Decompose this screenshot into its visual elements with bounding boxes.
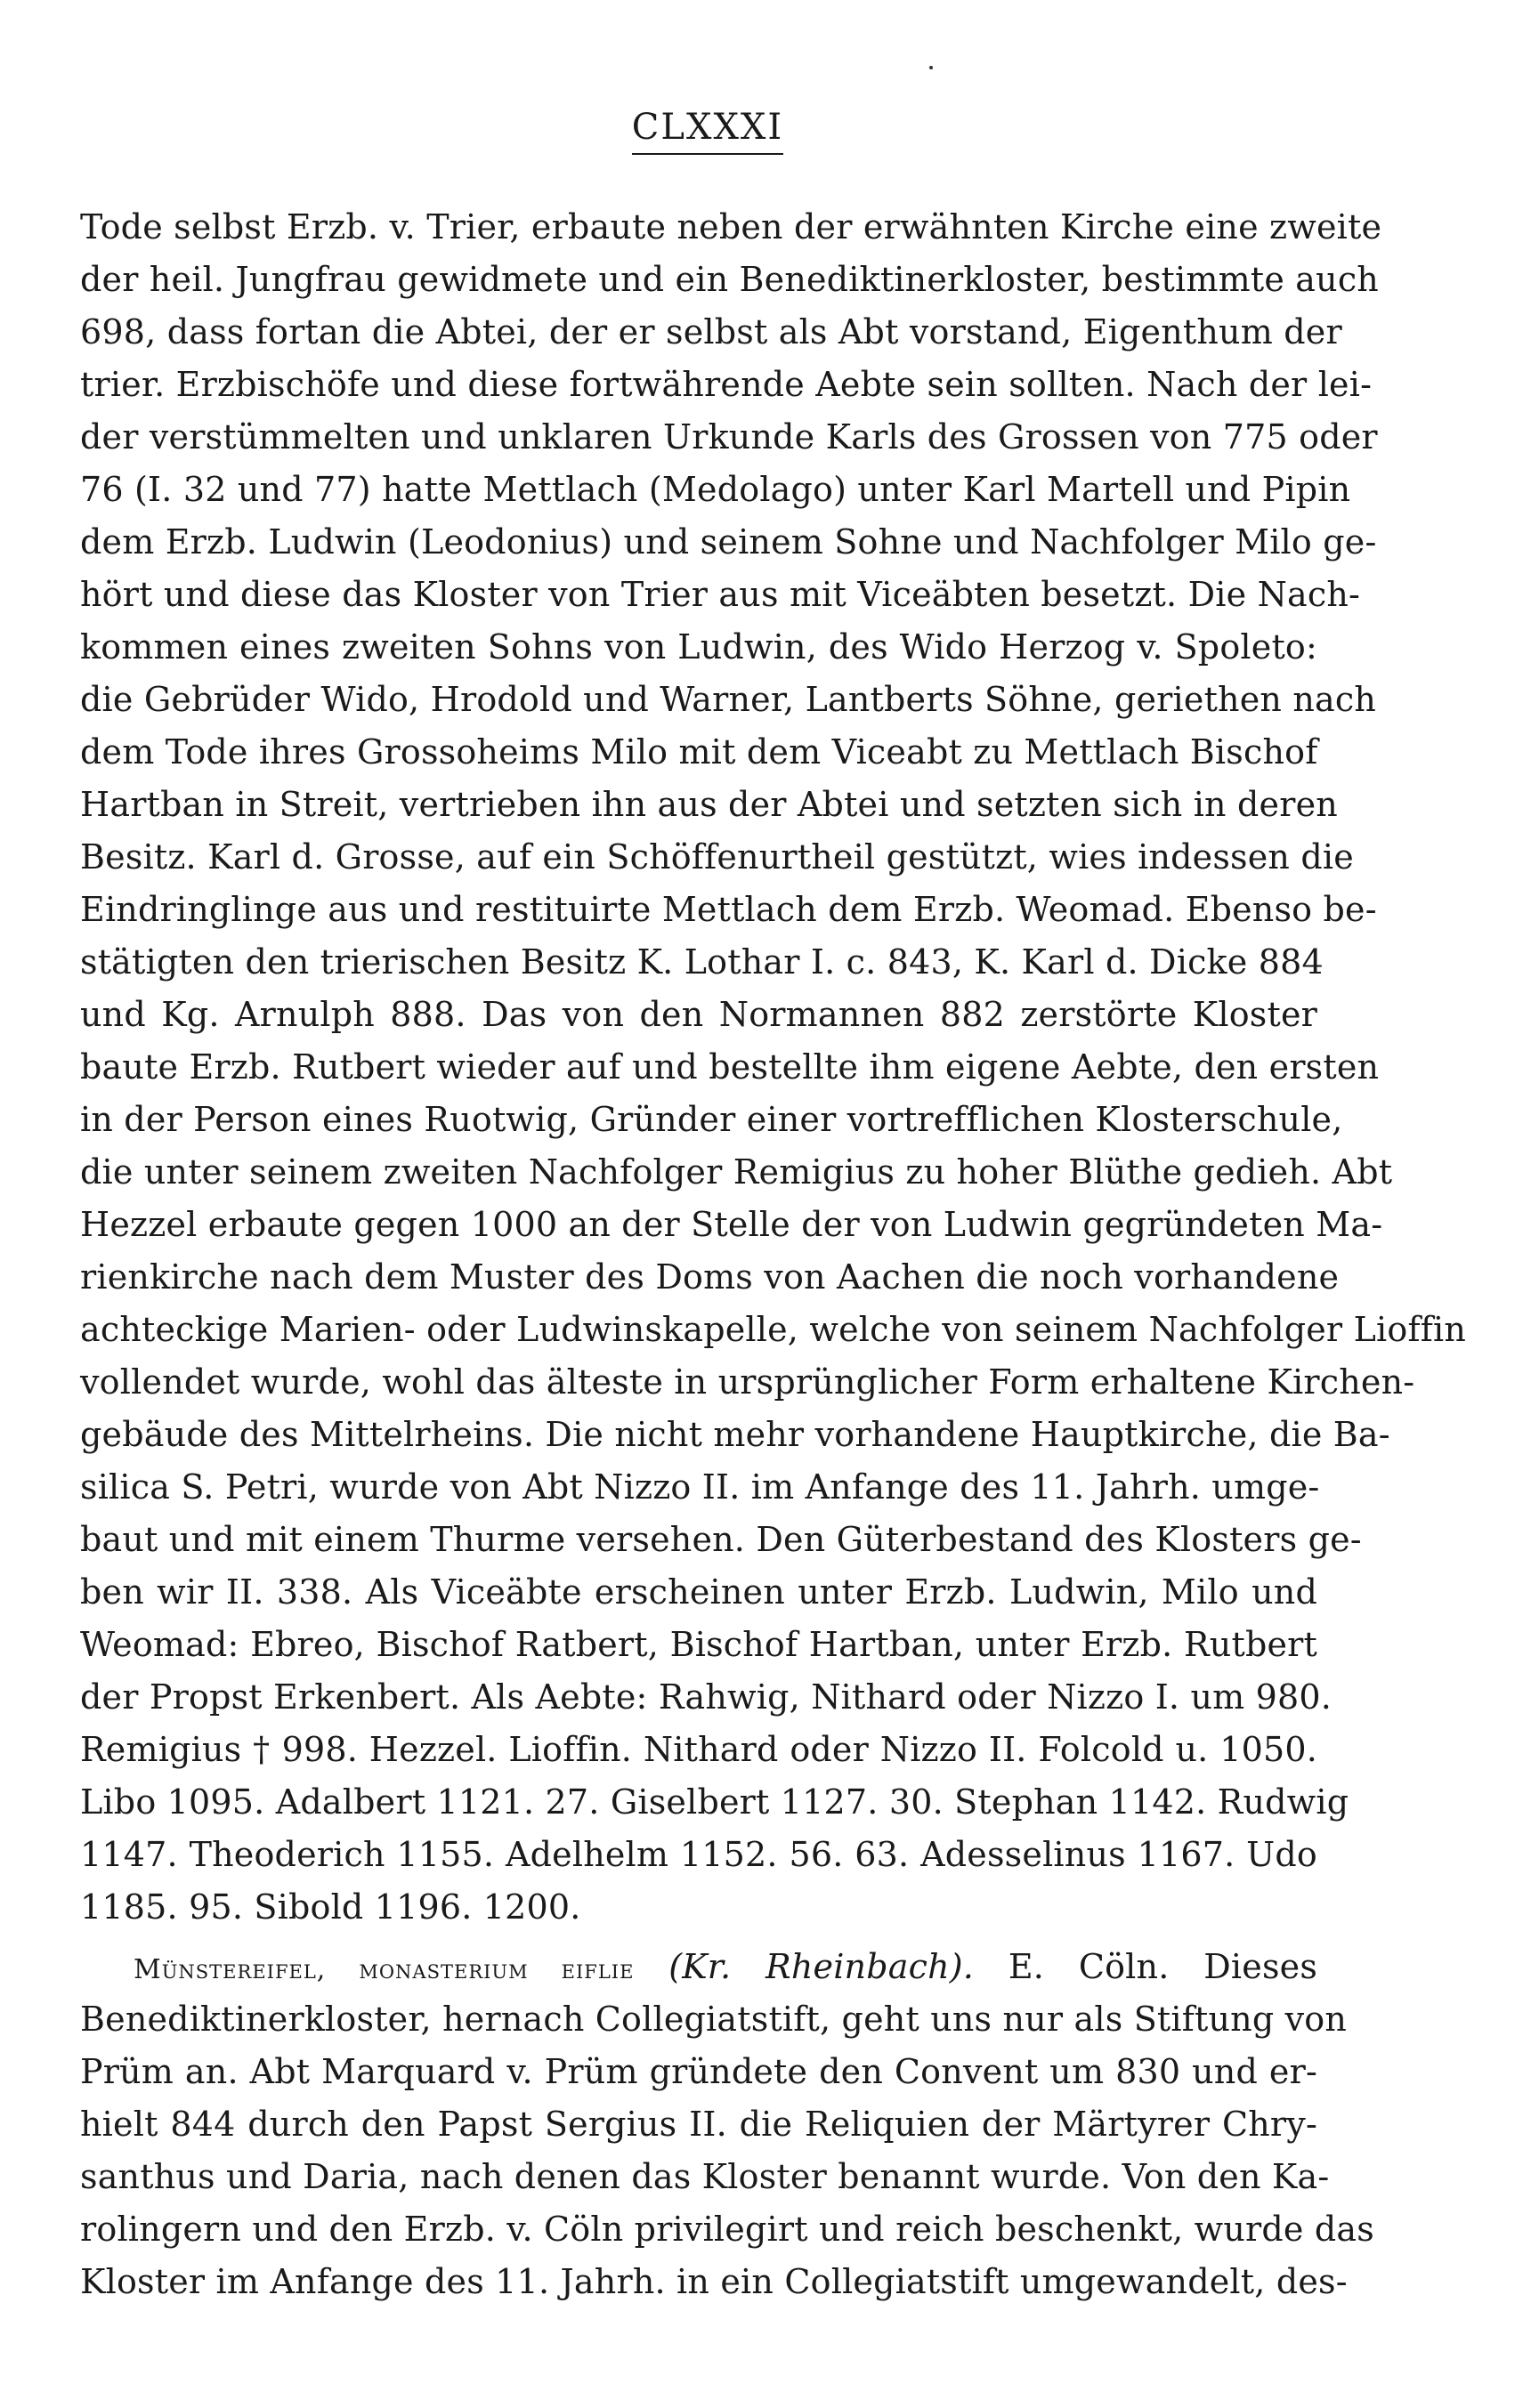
text-line: der Propst Erkenbert. Als Aebte: Rahwig, Nithard oder Nizzo I. um 980. <box>80 1677 1333 1717</box>
text-line: hört und diese das Kloster von Trier aus mit Viceäbten besetzt. Die Nach- <box>80 575 1361 614</box>
text-line: Libo 1095. Adalbert 1121. 27. Giselbert 1127. 30. Stephan 1142. Rudwig <box>80 1782 1349 1822</box>
text-line: Besitz. Karl d. Grosse, auf ein Schöffenurtheil gestützt, wies indessen die <box>80 837 1354 877</box>
text-line: und Kg. Arnulph 888. Das von den Normannen 882 zerstörte Kloster <box>80 995 1317 1034</box>
text-line: baut und mit einem Thurme versehen. Den Güterbestand des Klosters ge- <box>80 1520 1362 1559</box>
text-line: 1147. Theoderich 1155. Adelhelm 1152. 56. 63. Adesselinus 1167. Udo <box>80 1835 1317 1874</box>
text-line: santhus und Daria, nach denen das Kloster benannt wurde. Von den Ka- <box>80 2157 1330 2196</box>
text-line: gebäude des Mittelrheins. Die nicht mehr vorhandene Hauptkirche, die Ba- <box>80 1415 1390 1454</box>
text-line: dem Tode ihres Grossoheims Milo mit dem Viceabt zu Mettlach Bischof <box>80 732 1318 772</box>
text-line: Remigius † 998. Hezzel. Lioffin. Nithard oder Nizzo II. Folcold u. 1050. <box>80 1730 1317 1769</box>
text-line: der verstümmelten und unklaren Urkunde Karls des Grossen von 775 oder <box>80 417 1378 457</box>
text-line: rienkirche nach dem Muster des Doms von Aachen die noch vorhandene <box>80 1257 1340 1297</box>
paragraph-lead-line <box>80 1941 1317 1993</box>
text-line: baute Erzb. Rutbert wieder auf und bestellte ihm eigene Aebte, den ersten <box>80 1047 1380 1087</box>
text-line: die Gebrüder Wido, Hrodold und Warner, Lantberts Söhne, geriethen nach <box>80 680 1377 719</box>
paragraph-1 <box>80 201 1467 1934</box>
text-line: stätigten den trierischen Besitz K. Lothar I. c. 843, K. Karl d. Dicke 884 <box>80 942 1324 982</box>
text-line: ben wir II. 338. Als Viceäbte erscheinen unter Erzb. Ludwin, Milo und <box>80 1572 1317 1612</box>
text-line: Eindringlinge aus und restituirte Mettlach dem Erzb. Weomad. Ebenso be- <box>80 890 1377 929</box>
text-line: achteckige Marien- oder Ludwinskapelle, welche von seinem Nachfolger Lioffin <box>80 1310 1467 1349</box>
text-line: Hartban in Streit, vertrieben ihn aus der Abtei und setzten sich in deren <box>80 785 1338 824</box>
text-line: 76 (I. 32 und 77) hatte Mettlach (Medolago) unter Karl Martell und Pipin <box>80 470 1351 509</box>
text-line: 1185. 95. Sibold 1196. 1200. <box>80 1887 581 1927</box>
document-page <box>80 107 1467 2308</box>
paragraph-gap <box>80 1934 1317 1941</box>
text-line: Weomad: Ebreo, Bischof Ratbert, Bischof Hartban, unter Erzb. Rutbert <box>80 1625 1317 1664</box>
text-line: der heil. Jungfrau gewidmete und ein Benediktinerkloster, bestimmte auch <box>80 260 1379 299</box>
text-line: trier. Erzbischöfe und diese fortwährende Aebte sein sollten. Nach der lei- <box>80 365 1373 404</box>
page-number: CLXXXI <box>632 107 783 155</box>
text-line: Tode selbst Erzb. v. Trier, erbaute neben der erwähnten Kirche eine zweite <box>80 207 1382 246</box>
paragraph-2 <box>80 1941 1374 2308</box>
text-line: silica S. Petri, wurde von Abt Nizzo II. im Anfange des 11. Jahrh. umge- <box>80 1467 1320 1507</box>
text-line: Kloster im Anfange des 11. Jahrh. in ein Collegiatstift umgewandelt, des- <box>80 2262 1348 2301</box>
text-line: hielt 844 durch den Papst Sergius II. die Reliquien der Märtyrer Chry- <box>80 2105 1317 2144</box>
scan-speck <box>929 66 933 69</box>
text-line: vollendet wurde, wohl das älteste in ursprünglicher Form erhaltene Kirchen- <box>80 1362 1415 1402</box>
text-line: kommen eines zweiten Sohns von Ludwin, des Wido Herzog v. Spoleto: <box>80 627 1317 667</box>
lead-rest: E. Cöln. Dieses <box>1008 1947 1318 1986</box>
text-line: 698, dass fortan die Abtei, der er selbst als Abt vorstand, Eigenthum der <box>80 312 1342 352</box>
district-italic: (Kr. Rheinbach). <box>668 1947 975 1986</box>
text-line: die unter seinem zweiten Nachfolger Remigius zu hoher Blüthe gedieh. Abt <box>80 1152 1393 1192</box>
page-header <box>98 107 1317 155</box>
text-line: Benediktinerkloster, hernach Collegiatstift, geht uns nur als Stiftung von <box>80 2000 1348 2039</box>
text-line: in der Person eines Ruotwig, Gründer einer vortrefflichen Klosterschule, <box>80 1100 1343 1139</box>
place-name-smallcaps: Münstereifel, monasterium eiflie <box>134 1954 635 1985</box>
text-line: Prüm an. Abt Marquard v. Prüm gründete den Convent um 830 und er- <box>80 2052 1317 2091</box>
text-line: dem Erzb. Ludwin (Leodonius) und seinem Sohne und Nachfolger Milo ge- <box>80 522 1377 562</box>
text-line: rolingern und den Erzb. v. Cöln privilegirt und reich beschenkt, wurde das <box>80 2210 1374 2249</box>
text-line: Hezzel erbaute gegen 1000 an der Stelle der von Ludwin gegründeten Ma- <box>80 1205 1383 1244</box>
